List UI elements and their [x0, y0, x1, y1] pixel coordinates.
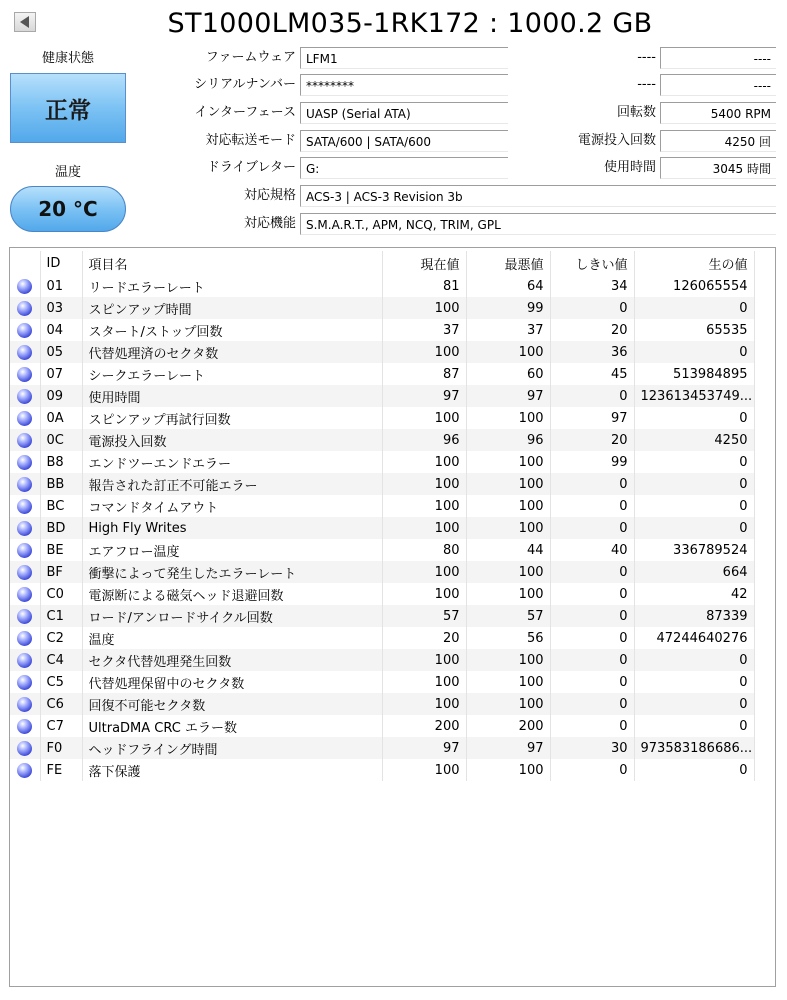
header-raw[interactable]: 生の値 — [634, 251, 754, 275]
status-cell — [10, 561, 40, 583]
status-dot-icon — [17, 345, 32, 360]
status-dot-icon — [17, 675, 32, 690]
firmware-label: ファームウェア — [205, 50, 296, 65]
cell-id: C4 — [40, 649, 82, 671]
cell-threshold: 0 — [550, 605, 634, 627]
cell-current: 100 — [382, 583, 466, 605]
status-cell — [10, 627, 40, 649]
transfer-mode-label: 対応転送モード — [205, 133, 296, 148]
cell-current: 87 — [382, 363, 466, 385]
cell-threshold: 0 — [550, 627, 634, 649]
cell-raw: 47244640276 — [634, 627, 754, 649]
status-dot-icon — [17, 697, 32, 712]
cell-id: 03 — [40, 297, 82, 319]
cell-worst: 57 — [466, 605, 550, 627]
status-dot-icon — [17, 631, 32, 646]
status-cell — [10, 297, 40, 319]
features-label: 対応機能 — [243, 216, 296, 231]
cell-worst: 100 — [466, 671, 550, 693]
cell-worst: 99 — [466, 297, 550, 319]
status-dot-icon — [17, 433, 32, 448]
cell-id: BF — [40, 561, 82, 583]
header-threshold[interactable]: しきい値 — [550, 251, 634, 275]
cell-name: UltraDMA CRC エラー数 — [82, 715, 382, 737]
cell-current: 100 — [382, 495, 466, 517]
right-field-1: ---- — [660, 47, 776, 69]
cell-threshold: 36 — [550, 341, 634, 363]
cell-raw: 0 — [634, 759, 754, 781]
table-row[interactable] — [10, 385, 754, 407]
cell-raw: 0 — [634, 341, 754, 363]
cell-threshold: 99 — [550, 451, 634, 473]
table-row[interactable] — [10, 693, 754, 715]
cell-id: C7 — [40, 715, 82, 737]
cell-name: 衝撃によって発生したエラーレート — [82, 561, 382, 583]
status-cell — [10, 737, 40, 759]
cell-name: 代替処理済のセクタ数 — [82, 341, 382, 363]
cell-raw: 0 — [634, 517, 754, 539]
table-row[interactable] — [10, 627, 754, 649]
cell-id: 0A — [40, 407, 82, 429]
cell-current: 100 — [382, 759, 466, 781]
status-cell — [10, 759, 40, 781]
header-worst[interactable]: 最悪値 — [466, 251, 550, 275]
status-cell — [10, 341, 40, 363]
status-cell — [10, 671, 40, 693]
cell-id: FE — [40, 759, 82, 781]
cell-name: 電源断による磁気ヘッド退避回数 — [82, 583, 382, 605]
health-status-button[interactable]: 正常 — [10, 73, 126, 143]
cell-worst: 60 — [466, 363, 550, 385]
cell-name: ヘッドフライング時間 — [82, 737, 382, 759]
cell-current: 97 — [382, 737, 466, 759]
cell-raw: 513984895 — [634, 363, 754, 385]
status-cell — [10, 319, 40, 341]
table-row[interactable] — [10, 671, 754, 693]
drive-letter-label: ドライブレター — [206, 160, 296, 175]
status-dot-icon — [17, 565, 32, 580]
status-cell — [10, 649, 40, 671]
power-hours-field: 3045 時間 — [660, 157, 776, 179]
cell-name: 電源投入回数 — [82, 429, 382, 451]
status-cell — [10, 429, 40, 451]
cell-id: 05 — [40, 341, 82, 363]
cell-current: 100 — [382, 473, 466, 495]
cell-worst: 100 — [466, 583, 550, 605]
cell-name: ロード/アンロードサイクル回数 — [82, 605, 382, 627]
cell-current: 80 — [382, 539, 466, 561]
cell-current: 97 — [382, 385, 466, 407]
cell-current: 100 — [382, 561, 466, 583]
cell-name: 使用時間 — [82, 385, 382, 407]
cell-name: 回復不可能セクタ数 — [82, 693, 382, 715]
cell-name: シークエラーレート — [82, 363, 382, 385]
transfer-mode-field: SATA/600 | SATA/600 — [300, 130, 508, 152]
table-row[interactable] — [10, 297, 754, 319]
table-row[interactable] — [10, 429, 754, 451]
cell-threshold: 40 — [550, 539, 634, 561]
cell-name: スピンアップ時間 — [82, 297, 382, 319]
table-row[interactable] — [10, 583, 754, 605]
header-id[interactable]: ID — [40, 251, 82, 275]
cell-name: リードエラーレート — [82, 275, 382, 297]
cell-worst: 100 — [466, 451, 550, 473]
cell-name: エアフロー温度 — [82, 539, 382, 561]
cell-name: 報告された訂正不可能エラー — [82, 473, 382, 495]
cell-raw: 0 — [634, 473, 754, 495]
rotation-field: 5400 RPM — [660, 102, 776, 124]
table-row[interactable] — [10, 473, 754, 495]
cell-threshold: 34 — [550, 275, 634, 297]
cell-id: C2 — [40, 627, 82, 649]
cell-threshold: 0 — [550, 561, 634, 583]
cell-threshold: 0 — [550, 759, 634, 781]
cell-worst: 100 — [466, 517, 550, 539]
cell-current: 100 — [382, 297, 466, 319]
right-label-2: ---- — [637, 77, 656, 92]
cell-worst: 100 — [466, 473, 550, 495]
cell-current: 37 — [382, 319, 466, 341]
cell-current: 20 — [382, 627, 466, 649]
cell-id: BB — [40, 473, 82, 495]
cell-threshold: 0 — [550, 473, 634, 495]
status-dot-icon — [17, 719, 32, 734]
cell-raw: 664 — [634, 561, 754, 583]
table-row[interactable] — [10, 407, 754, 429]
triangle-left-icon — [20, 16, 30, 28]
cell-name: スタート/ストップ回数 — [82, 319, 382, 341]
cell-id: C5 — [40, 671, 82, 693]
cell-worst: 100 — [466, 759, 550, 781]
cell-worst: 100 — [466, 693, 550, 715]
cell-worst: 56 — [466, 627, 550, 649]
cell-worst: 100 — [466, 407, 550, 429]
table-row[interactable] — [10, 539, 754, 561]
status-cell — [10, 517, 40, 539]
cell-id: F0 — [40, 737, 82, 759]
cell-threshold: 0 — [550, 495, 634, 517]
cell-raw: 0 — [634, 451, 754, 473]
cell-raw: 87339 — [634, 605, 754, 627]
status-dot-icon — [17, 477, 32, 492]
standard-field: ACS-3 | ACS-3 Revision 3b — [300, 185, 776, 207]
status-dot-icon — [17, 653, 32, 668]
status-cell — [10, 363, 40, 385]
cell-name: High Fly Writes — [82, 517, 382, 539]
power-count-field: 4250 回 — [660, 130, 776, 152]
back-button[interactable] — [14, 12, 36, 32]
cell-threshold: 0 — [550, 583, 634, 605]
serial-label: シリアルナンバー — [194, 77, 296, 92]
cell-current: 100 — [382, 693, 466, 715]
table-row[interactable] — [10, 275, 754, 297]
cell-current: 100 — [382, 649, 466, 671]
status-cell — [10, 407, 40, 429]
table-row[interactable] — [10, 759, 754, 781]
cell-raw: 973583186686... — [634, 737, 754, 759]
table-row[interactable] — [10, 451, 754, 473]
cell-name: 温度 — [82, 627, 382, 649]
cell-worst: 37 — [466, 319, 550, 341]
smart-table — [10, 251, 755, 781]
status-dot-icon — [17, 609, 32, 624]
cell-name: 落下保護 — [82, 759, 382, 781]
features-field: S.M.A.R.T., APM, NCQ, TRIM, GPL — [300, 213, 776, 235]
cell-raw: 0 — [634, 671, 754, 693]
cell-threshold: 0 — [550, 715, 634, 737]
cell-current: 100 — [382, 407, 466, 429]
cell-threshold: 0 — [550, 671, 634, 693]
cell-worst: 44 — [466, 539, 550, 561]
cell-worst: 100 — [466, 495, 550, 517]
cell-id: 09 — [40, 385, 82, 407]
header-status[interactable] — [10, 251, 40, 275]
table-row[interactable] — [10, 715, 754, 737]
cell-threshold: 0 — [550, 297, 634, 319]
status-cell — [10, 275, 40, 297]
cell-current: 100 — [382, 517, 466, 539]
table-header-row — [10, 251, 754, 275]
table-row[interactable] — [10, 319, 754, 341]
cell-raw: 0 — [634, 407, 754, 429]
status-cell — [10, 473, 40, 495]
status-dot-icon — [17, 389, 32, 404]
table-row[interactable] — [10, 561, 754, 583]
cell-raw: 0 — [634, 495, 754, 517]
status-dot-icon — [17, 763, 32, 778]
status-dot-icon — [17, 323, 32, 338]
cell-name: 代替処理保留中のセクタ数 — [82, 671, 382, 693]
status-cell — [10, 451, 40, 473]
firmware-field: LFM1 — [300, 47, 508, 69]
table-row[interactable] — [10, 517, 754, 539]
status-cell — [10, 715, 40, 737]
cell-raw: 0 — [634, 693, 754, 715]
cell-current: 57 — [382, 605, 466, 627]
cell-worst: 100 — [466, 649, 550, 671]
cell-worst: 97 — [466, 385, 550, 407]
status-dot-icon — [17, 455, 32, 470]
cell-threshold: 0 — [550, 693, 634, 715]
cell-threshold: 20 — [550, 319, 634, 341]
cell-raw: 0 — [634, 297, 754, 319]
cell-raw: 0 — [634, 649, 754, 671]
cell-name: セクタ代替処理発生回数 — [82, 649, 382, 671]
cell-id: C1 — [40, 605, 82, 627]
temperature-label: 温度 — [54, 165, 81, 180]
status-cell — [10, 605, 40, 627]
status-dot-icon — [17, 543, 32, 558]
cell-id: BD — [40, 517, 82, 539]
cell-raw: 42 — [634, 583, 754, 605]
cell-worst: 96 — [466, 429, 550, 451]
right-field-2: ---- — [660, 74, 776, 96]
cell-id: BE — [40, 539, 82, 561]
drive-letter-field: G: — [300, 157, 508, 179]
header-current[interactable]: 現在値 — [382, 251, 466, 275]
cell-worst: 97 — [466, 737, 550, 759]
cell-worst: 100 — [466, 341, 550, 363]
cell-current: 100 — [382, 341, 466, 363]
cell-id: 01 — [40, 275, 82, 297]
cell-raw: 0 — [634, 715, 754, 737]
cell-name: スピンアップ再試行回数 — [82, 407, 382, 429]
rotation-label: 回転数 — [616, 105, 656, 120]
cell-worst: 100 — [466, 561, 550, 583]
table-row[interactable] — [10, 341, 754, 363]
status-dot-icon — [17, 301, 32, 316]
standard-label: 対応規格 — [243, 188, 296, 203]
cell-threshold: 20 — [550, 429, 634, 451]
cell-threshold: 30 — [550, 737, 634, 759]
cell-current: 200 — [382, 715, 466, 737]
table-row[interactable] — [10, 649, 754, 671]
cell-raw: 65535 — [634, 319, 754, 341]
cell-current: 100 — [382, 671, 466, 693]
cell-threshold: 0 — [550, 517, 634, 539]
temperature-button[interactable]: 20 °C — [10, 186, 126, 232]
table-row[interactable] — [10, 363, 754, 385]
status-dot-icon — [17, 411, 32, 426]
status-dot-icon — [17, 367, 32, 382]
cell-id: C0 — [40, 583, 82, 605]
table-row[interactable] — [10, 737, 754, 759]
status-dot-icon — [17, 499, 32, 514]
status-dot-icon — [17, 587, 32, 602]
cell-id: B8 — [40, 451, 82, 473]
cell-threshold: 0 — [550, 385, 634, 407]
cell-current: 81 — [382, 275, 466, 297]
cell-worst: 64 — [466, 275, 550, 297]
cell-threshold: 0 — [550, 649, 634, 671]
table-row[interactable] — [10, 495, 754, 517]
cell-id: C6 — [40, 693, 82, 715]
cell-threshold: 97 — [550, 407, 634, 429]
interface-field: UASP (Serial ATA) — [300, 102, 508, 124]
power-count-label: 電源投入回数 — [577, 133, 656, 148]
cell-current: 100 — [382, 451, 466, 473]
interface-label: インターフェース — [194, 105, 296, 120]
table-row[interactable] — [10, 605, 754, 627]
cell-id: 0C — [40, 429, 82, 451]
status-dot-icon — [17, 741, 32, 756]
status-cell — [10, 385, 40, 407]
status-cell — [10, 693, 40, 715]
cell-id: BC — [40, 495, 82, 517]
status-dot-icon — [17, 521, 32, 536]
page-title: ST1000LM035-1RK172 : 1000.2 GB — [167, 8, 653, 39]
cell-current: 96 — [382, 429, 466, 451]
status-cell — [10, 539, 40, 561]
power-hours-label: 使用時間 — [603, 160, 656, 175]
health-label: 健康状態 — [41, 51, 94, 66]
cell-raw: 126065554 — [634, 275, 754, 297]
cell-raw: 336789524 — [634, 539, 754, 561]
right-label-1: ---- — [637, 50, 656, 65]
status-cell — [10, 495, 40, 517]
cell-worst: 200 — [466, 715, 550, 737]
status-cell — [10, 583, 40, 605]
cell-name: エンドツーエンドエラー — [82, 451, 382, 473]
cell-id: 07 — [40, 363, 82, 385]
cell-raw: 4250 — [634, 429, 754, 451]
header-name[interactable]: 項目名 — [82, 251, 382, 275]
cell-threshold: 45 — [550, 363, 634, 385]
cell-name: コマンドタイムアウト — [82, 495, 382, 517]
cell-raw: 123613453749... — [634, 385, 754, 407]
status-dot-icon — [17, 279, 32, 294]
cell-id: 04 — [40, 319, 82, 341]
serial-field: ******** — [300, 74, 508, 96]
